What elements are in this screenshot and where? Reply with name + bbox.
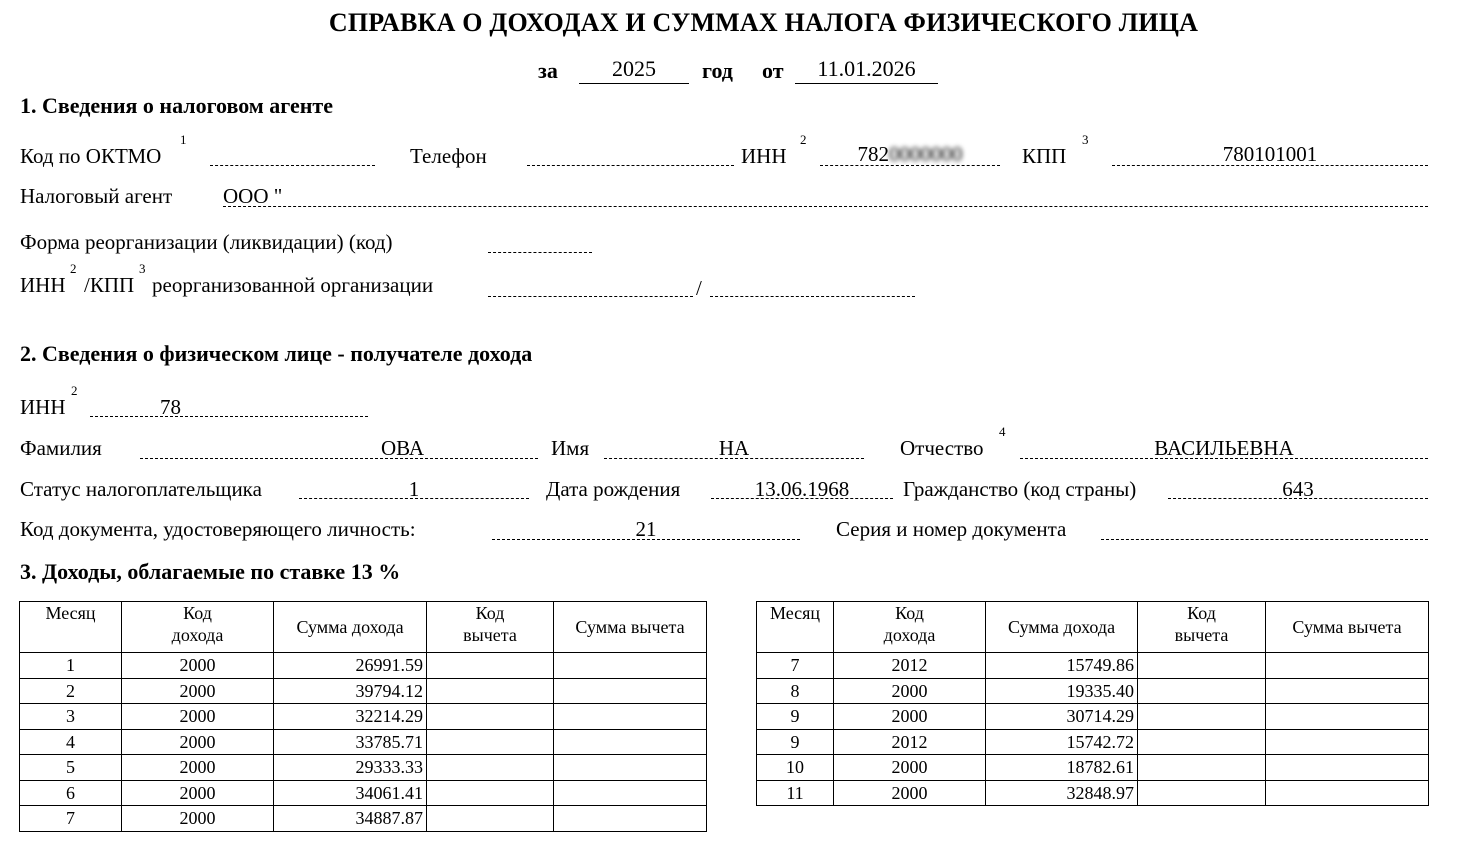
reorg-form-field	[488, 252, 592, 253]
citizenship-value: 643	[1282, 477, 1314, 501]
cell-deduction-code	[427, 653, 554, 679]
cell-deduction-code	[1138, 755, 1266, 781]
status-field	[299, 498, 529, 499]
cell-income-sum: 15742.72	[986, 729, 1138, 755]
cell-month: 7	[757, 653, 834, 679]
cell-month: 8	[757, 678, 834, 704]
agent-inn-field	[820, 165, 1000, 166]
table-row	[20, 780, 707, 806]
column-header-line: Код	[1187, 603, 1216, 623]
reorg-kpp-footnote: 3	[139, 261, 146, 276]
column-header-month	[757, 602, 834, 653]
reorg-form-label: Форма реорганизации (ликвидации) (код)	[20, 230, 393, 254]
cell-income-sum: 19335.40	[986, 678, 1138, 704]
doc-code-value: 21	[635, 517, 657, 541]
reorg-inn-label: ИНН	[20, 273, 66, 297]
table-row	[757, 755, 1429, 781]
phone-label: Телефон	[410, 144, 487, 168]
kpp-field	[1112, 165, 1428, 166]
dob-label: Дата рождения	[546, 477, 681, 501]
oktmo-footnote: 1	[180, 132, 187, 147]
cell-month: 10	[757, 755, 834, 781]
cell-deduction-code	[427, 729, 554, 755]
column-header-month	[20, 602, 122, 653]
cell-deduction-sum	[554, 806, 707, 832]
name-field	[604, 458, 864, 459]
column-header-line: Код	[475, 603, 505, 623]
cell-deduction-code	[1138, 653, 1266, 679]
cell-deduction-sum	[554, 653, 707, 679]
cell-deduction-code	[1138, 729, 1266, 755]
cell-deduction-code	[427, 755, 554, 781]
table-row	[757, 678, 1429, 704]
cell-income-code: 2000	[122, 755, 274, 781]
column-header-deduction-code	[427, 602, 554, 653]
cell-deduction-sum	[1266, 653, 1429, 679]
table-row	[20, 653, 707, 679]
name-label: Имя	[551, 436, 590, 460]
table-row	[757, 704, 1429, 730]
doc-code-label: Код документа, удостоверяющего личность:	[20, 517, 416, 541]
cell-income-code: 2000	[122, 806, 274, 832]
cell-deduction-code	[1138, 780, 1266, 806]
cell-income-code: 2000	[122, 780, 274, 806]
agent-inn-label: ИНН	[741, 144, 787, 168]
surname-label: Фамилия	[20, 436, 102, 460]
cell-deduction-sum	[1266, 704, 1429, 730]
column-header-line: вычета	[1174, 625, 1229, 645]
cell-month: 11	[757, 780, 834, 806]
agent-field	[223, 206, 1428, 207]
citizenship-field	[1168, 498, 1428, 499]
period-year-underline	[579, 83, 689, 84]
doc-code-field	[492, 539, 800, 540]
period-ot-label: от	[762, 58, 784, 83]
income-table-header	[757, 602, 1429, 653]
table-row	[20, 806, 707, 832]
cell-income-code: 2000	[122, 653, 274, 679]
agent-label: Налоговый агент	[20, 184, 173, 208]
person-inn-field	[90, 416, 368, 417]
patronymic-label: Отчество	[900, 436, 984, 460]
column-header-income-sum	[986, 602, 1138, 653]
cell-income-sum: 33785.71	[274, 729, 427, 755]
doc-series-label: Серия и номер документа	[836, 517, 1067, 541]
cell-deduction-sum	[554, 780, 707, 806]
cell-income-sum: 29333.33	[274, 755, 427, 781]
income-table-left	[19, 601, 707, 832]
cell-deduction-sum	[1266, 678, 1429, 704]
table-row	[20, 729, 707, 755]
reorg-inn-field	[488, 296, 693, 297]
patronymic-field	[1020, 458, 1428, 459]
name-value: НА	[718, 436, 750, 460]
cell-income-sum: 32214.29	[274, 704, 427, 730]
cell-income-code: 2000	[834, 678, 986, 704]
column-header-deduction-code	[1138, 602, 1266, 653]
table-row	[757, 780, 1429, 806]
person-inn-value: 78	[160, 395, 181, 419]
period-date-value: 11.01.2026	[817, 56, 916, 81]
period-za-label: за	[538, 58, 558, 83]
cell-income-sum: 26991.59	[274, 653, 427, 679]
column-header-line: Сумма дохода	[296, 617, 404, 637]
agent-inn-text: 782	[857, 142, 889, 166]
column-header-line: Код	[895, 603, 924, 623]
status-label: Статус налогоплательщика	[20, 477, 262, 501]
cell-income-code: 2000	[122, 678, 274, 704]
income-table-right	[756, 601, 1429, 806]
column-header-line: Сумма вычета	[575, 617, 685, 637]
column-header-line: Месяц	[769, 603, 821, 623]
cell-month: 4	[20, 729, 122, 755]
table-row	[757, 729, 1429, 755]
cell-month: 9	[757, 704, 834, 730]
cell-income-code: 2012	[834, 729, 986, 755]
doc-series-field	[1101, 539, 1428, 540]
reorg-kpp-field	[710, 296, 915, 297]
cell-month: 6	[20, 780, 122, 806]
agent-inn-redaction: 0000000	[889, 142, 963, 166]
column-header-deduction-sum	[554, 602, 707, 653]
table-row	[757, 653, 1429, 679]
reorg-org-label: реорганизованной организации	[152, 273, 434, 297]
cell-income-sum: 18782.61	[986, 755, 1138, 781]
column-header-line: Сумма дохода	[1007, 617, 1116, 637]
cell-income-sum: 34887.87	[274, 806, 427, 832]
table-row	[20, 704, 707, 730]
person-inn-label: ИНН	[20, 395, 66, 419]
cell-deduction-code	[1138, 678, 1266, 704]
cell-income-sum: 32848.97	[986, 780, 1138, 806]
oktmo-field	[210, 165, 375, 166]
cell-income-code: 2000	[122, 704, 274, 730]
cell-month: 9	[757, 729, 834, 755]
column-header-line: Код	[183, 603, 212, 623]
section1-heading: 1. Сведения о налоговом агенте	[20, 93, 334, 118]
cell-month: 7	[20, 806, 122, 832]
reorg-inn-footnote: 2	[70, 261, 77, 276]
cell-deduction-sum	[554, 729, 707, 755]
agent-inn-footnote: 2	[800, 132, 807, 147]
column-header-income-code	[122, 602, 274, 653]
cell-deduction-sum	[554, 678, 707, 704]
surname-field	[140, 458, 538, 459]
income-table-header	[20, 602, 707, 653]
period-year-value: 2025	[612, 56, 656, 81]
phone-field	[527, 165, 734, 166]
document-title: СПРАВКА О ДОХОДАХ И СУММАХ НАЛОГА ФИЗИЧЕСКОГО ЛИЦА	[328, 8, 1199, 37]
cell-deduction-sum	[554, 704, 707, 730]
table-row	[20, 678, 707, 704]
cell-income-code: 2000	[834, 704, 986, 730]
cell-deduction-code	[427, 678, 554, 704]
column-header-income-code	[834, 602, 986, 653]
column-header-line: Месяц	[45, 603, 96, 623]
kpp-value: 780101001	[1222, 142, 1318, 166]
column-header-income-sum	[274, 602, 427, 653]
cell-deduction-sum	[1266, 729, 1429, 755]
column-header-line: вычета	[463, 625, 517, 645]
cell-deduction-code	[1138, 704, 1266, 730]
agent-inn-value	[820, 142, 1000, 167]
cell-month: 3	[20, 704, 122, 730]
cell-income-code: 2000	[834, 755, 986, 781]
reorg-kpp-label: /КПП	[84, 273, 135, 297]
surname-value: ОВА	[381, 436, 425, 460]
dob-value: 13.06.1968	[754, 477, 850, 501]
dob-field	[711, 498, 893, 499]
cell-income-sum: 39794.12	[274, 678, 427, 704]
kpp-footnote: 3	[1082, 132, 1089, 147]
cell-month: 5	[20, 755, 122, 781]
period-date-underline	[795, 83, 938, 84]
reorg-slash: /	[696, 276, 702, 300]
patronymic-value: ВАСИЛЬЕВНА	[1154, 436, 1294, 460]
section3-heading: 3. Доходы, облагаемые по ставке 13 %	[20, 559, 401, 584]
kpp-label: КПП	[1022, 144, 1067, 168]
column-header-line: дохода	[171, 625, 224, 645]
table-row	[20, 755, 707, 781]
cell-deduction-code	[427, 806, 554, 832]
citizenship-label: Гражданство (код страны)	[903, 477, 1137, 501]
cell-deduction-code	[427, 780, 554, 806]
cell-income-sum: 34061.41	[274, 780, 427, 806]
cell-income-code: 2000	[122, 729, 274, 755]
cell-income-sum: 30714.29	[986, 704, 1138, 730]
cell-month: 2	[20, 678, 122, 704]
column-header-deduction-sum	[1266, 602, 1429, 653]
period-god-label: год	[702, 58, 733, 83]
cell-deduction-code	[427, 704, 554, 730]
status-value: 1	[408, 477, 420, 501]
oktmo-label: Код по ОКТМО	[20, 144, 162, 168]
cell-deduction-sum	[1266, 755, 1429, 781]
cell-deduction-sum	[554, 755, 707, 781]
cell-month: 1	[20, 653, 122, 679]
section2-heading: 2. Сведения о физическом лице - получателе дохода	[20, 341, 533, 366]
agent-value: ООО "	[223, 184, 283, 208]
cell-income-code: 2000	[834, 780, 986, 806]
column-header-line: Сумма вычета	[1292, 617, 1402, 637]
cell-income-sum: 15749.86	[986, 653, 1138, 679]
column-header-line: дохода	[883, 625, 936, 645]
cell-deduction-sum	[1266, 780, 1429, 806]
patronymic-footnote: 4	[999, 424, 1006, 439]
person-inn-footnote: 2	[71, 383, 78, 398]
cell-income-code: 2012	[834, 653, 986, 679]
